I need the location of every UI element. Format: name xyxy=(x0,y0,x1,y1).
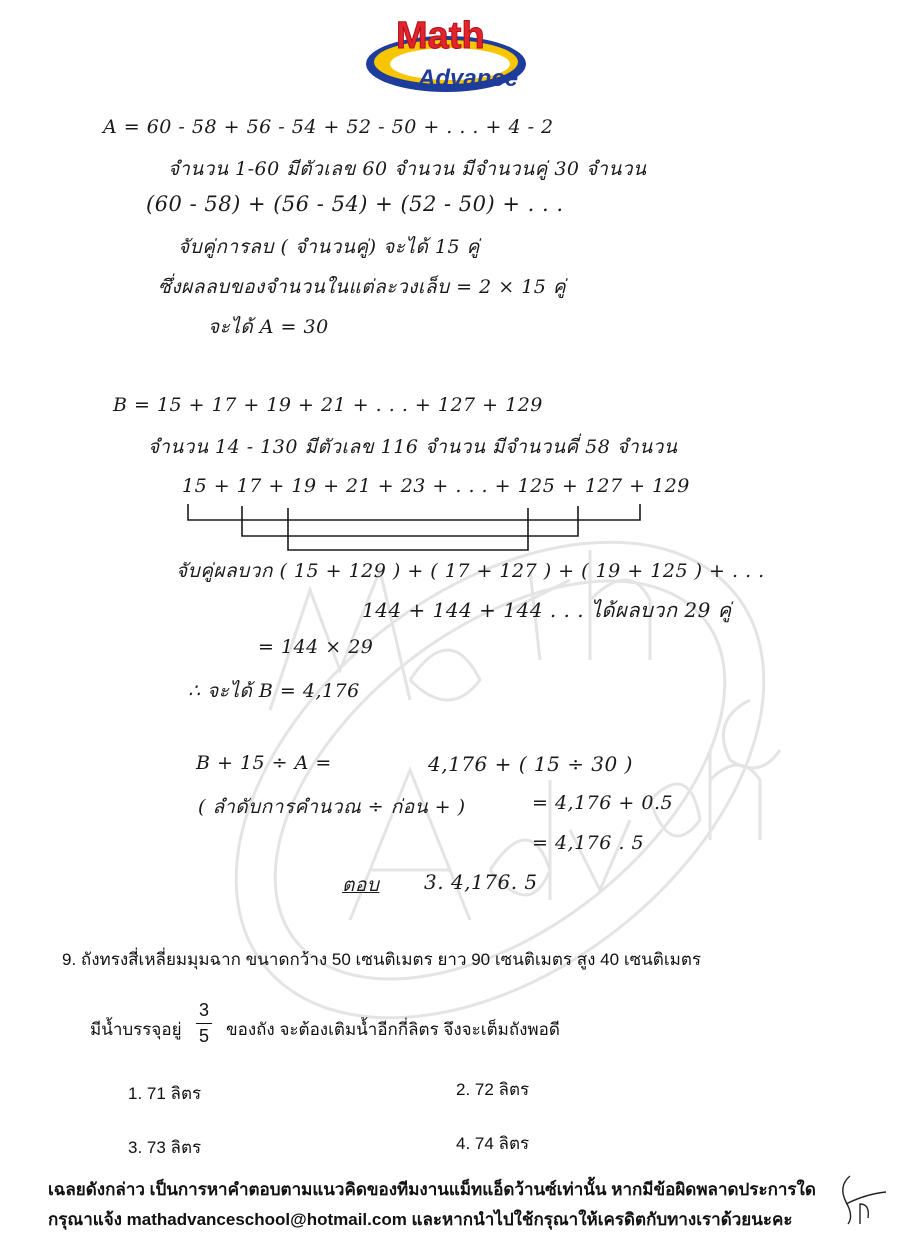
part-c-substitution: 4,176 + ( 15 ÷ 30 ) xyxy=(428,752,633,776)
part-b-count-note: จำนวน 14 - 130 มีตัวเลข 116 จำนวน มีจำนวนคี่ 58 จำนวน xyxy=(148,436,678,458)
part-a-difference-note: ซึ่งผลลบของจำนวนในแต่ละวงเล็บ = 2 × 15 คู่ xyxy=(158,276,567,298)
option-1: 1. 71 ลิตร xyxy=(128,1084,202,1103)
part-b-pair-sums: จับคู่ผลบวก ( 15 + 129 ) + ( 17 + 127 ) + ( 19 + 125 ) + . . . xyxy=(176,560,765,582)
answer-label xyxy=(342,870,379,900)
fraction-denominator: 5 xyxy=(198,1026,209,1046)
option-3: 3. 73 ลิตร xyxy=(128,1138,202,1157)
part-a-grouping: (60 - 58) + (56 - 54) + (52 - 50) + . . . xyxy=(146,192,564,216)
part-a-pairs-note: จับคู่การลบ ( จำนวนคู่) จะได้ 15 คู่ xyxy=(178,236,480,258)
part-b-result: ∴ จะได้ B = 4,176 xyxy=(188,680,360,702)
footer-disclaimer: เฉลยดังกล่าว เป็นการหาคำตอบตามแนวคิดของทีมงานแม็ทแอ็ดว้านซ์เท่านั้น หากมีข้อผิดพลาดประการใด xyxy=(48,1180,816,1199)
part-a-expression: A = 60 - 58 + 56 - 54 + 52 - 50 + . . . + 4 - 2 xyxy=(103,116,554,138)
fraction-three-fifths xyxy=(196,1000,212,1047)
option-2: 2. 72 ลิตร xyxy=(456,1080,530,1099)
question-9-line-2-end: ของถัง จะต้องเติมน้ำอีกกี่ลิตร จึงจะเต็มถังพอดี xyxy=(226,1020,560,1039)
part-b-sequence: 15 + 17 + 19 + 21 + 23 + . . . + 125 + 127 + 129 xyxy=(182,475,690,497)
part-b-pair-results: 144 + 144 + 144 . . . ได้ผลบวก 29 คู่ xyxy=(362,598,732,622)
footer-contact: กรุณาแจ้ง mathadvanceschool@hotmail.com และหากนำไปใช้กรุณาให้เครดิตกับทางเราด้วยนะคะ xyxy=(48,1210,793,1229)
answer-value: 3. 4,176. 5 xyxy=(424,870,538,894)
part-a-count-note: จำนวน 1-60 มีตัวเลข 60 จำนวน มีจำนวนคู่ 30 จำนวน xyxy=(168,158,647,180)
part-b-expression: B = 15 + 17 + 19 + 21 + . . . + 127 + 129 xyxy=(113,394,543,416)
fraction-numerator: 3 xyxy=(198,1000,209,1020)
logo-word-math: Math xyxy=(396,15,485,57)
part-c-order-note: ( ลำดับการคำนวณ ÷ ก่อน + ) xyxy=(198,796,466,818)
math-advance-logo xyxy=(360,6,530,102)
part-a-result: จะได้ A = 30 xyxy=(208,316,329,338)
part-b-product: = 144 × 29 xyxy=(258,636,374,658)
part-c-step: = 4,176 + 0.5 xyxy=(532,792,674,814)
logo-word-advance: Advance xyxy=(418,65,519,92)
part-c-final-step: = 4,176 . 5 xyxy=(532,832,645,854)
question-9-line-2-start: มีน้ำบรรจุอยู่ xyxy=(90,1020,182,1039)
part-c-expression: B + 15 ÷ A = xyxy=(196,752,332,774)
option-4: 4. 74 ลิตร xyxy=(456,1134,530,1153)
question-9-line-1: 9. ถังทรงสี่เหลี่ยมมุมฉาก ขนาดกว้าง 50 เซนติเมตร ยาว 90 เซนติเมตร สูง 40 เซนติเมตร xyxy=(62,950,702,969)
signature xyxy=(820,1168,892,1232)
pairing-brackets xyxy=(180,500,660,556)
answer-word: ตอบ xyxy=(342,874,380,896)
